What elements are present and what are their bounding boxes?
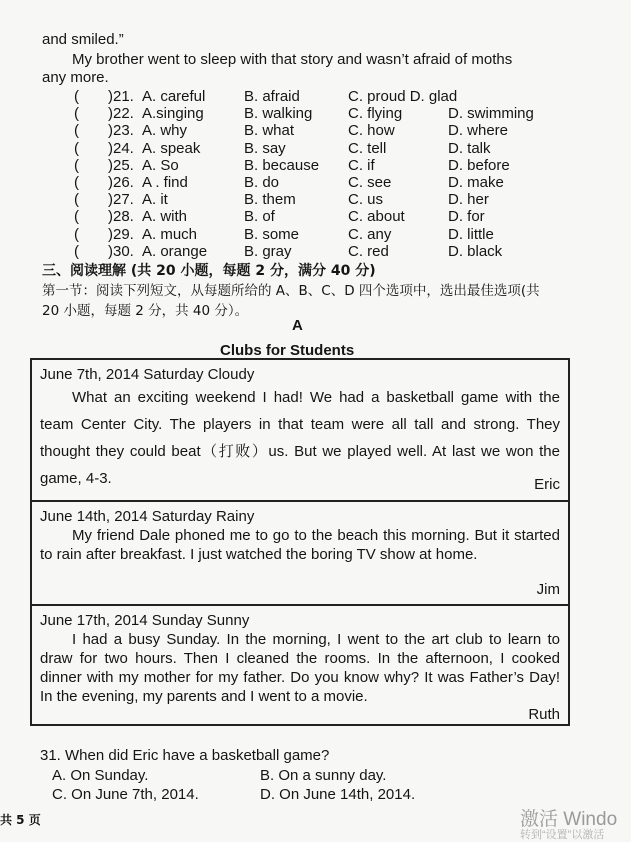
option-d: D. for — [448, 208, 485, 226]
question-number: )22. — [108, 105, 134, 123]
option-a: A. So — [142, 156, 179, 174]
option-c: C. if — [348, 156, 375, 174]
story-line-3: any more. — [42, 69, 109, 86]
question-31-option-d: D. On June 14th, 2014. — [260, 786, 416, 803]
section-instruction-line-2: 20 小题，每题 2 分，共 40 分）。 — [42, 303, 249, 319]
entry-date: June 17th, 2014 Sunday Sunny — [40, 612, 250, 629]
option-d: D. make — [448, 174, 504, 191]
answer-paren: ( — [74, 139, 79, 157]
entry-signature: Eric — [534, 476, 560, 493]
option-d: D. swimming — [448, 105, 534, 123]
option-a: A. much — [142, 225, 198, 243]
question-number: )21. — [108, 88, 134, 105]
option-c: C. us — [348, 191, 384, 209]
passage-letter: A — [292, 317, 303, 334]
answer-paren: ( — [74, 105, 79, 123]
diary-box — [30, 358, 570, 726]
option-a: A. with — [142, 208, 188, 226]
option-a: A. it — [142, 191, 168, 209]
answer-paren: ( — [74, 225, 79, 243]
diary-entry-ruth — [32, 604, 568, 726]
option-c: C. proud D. glad — [348, 88, 458, 105]
entry-body: What an exciting weekend I had! We had a basketball game with the team Center City. The players in that team were all tall and strong. They thought they could beat（打败）us. But we played well. At last we won the game, 4-3. — [40, 389, 560, 487]
option-c: C. how — [348, 122, 395, 140]
question-number: )29. — [108, 225, 134, 243]
option-c: C. red — [348, 242, 389, 260]
question-31-stem: 31. When did Eric have a basketball game? — [40, 747, 330, 764]
option-b: B. some — [244, 225, 300, 243]
question-number: )26. — [108, 174, 134, 191]
entry-body: I had a busy Sunday. In the morning, I went to the art club to learn to draw for two hours. Then I cleaned the rooms. In the afternoon, I cooked dinner with my mother for my father. Do you know why? It was Father’s Day! In the evening, my parents and I went to a movie. — [40, 631, 560, 705]
windows-activation-hint: 转到“设置”以激活 — [520, 829, 605, 841]
option-a: A. why — [142, 122, 188, 140]
answer-paren: ( — [74, 174, 79, 191]
question-31-option-a: A. On Sunday. — [52, 767, 149, 784]
option-b: B. because — [244, 156, 320, 174]
option-d: D. before — [448, 156, 510, 174]
answer-paren: ( — [74, 156, 79, 174]
question-31-option-c: C. On June 7th, 2014. — [52, 786, 199, 803]
story-line-2: My brother went to sleep with that story and wasn’t afraid of moths — [72, 51, 513, 68]
section-heading: 三、阅读理解 (共 20 小题，每题 2 分，满分 40 分) — [42, 263, 376, 279]
page-number: 共 5 页 — [0, 813, 41, 827]
entry-signature: Jim — [536, 581, 560, 598]
answer-paren: ( — [74, 208, 79, 226]
option-b: B. gray — [244, 242, 292, 260]
question-number: )24. — [108, 139, 134, 157]
option-d: D. where — [448, 122, 509, 140]
question-number: )30. — [108, 242, 134, 260]
entry-date: June 7th, 2014 Saturday Cloudy — [40, 366, 255, 383]
option-b: B. what — [244, 122, 295, 140]
windows-activation-watermark: 激活 Windo — [520, 809, 618, 830]
option-c: C. tell — [348, 139, 387, 157]
answer-paren: ( — [74, 191, 79, 209]
option-b: B. say — [244, 139, 286, 157]
story-line-1: and smiled.” — [42, 31, 124, 48]
diary-entry-eric — [32, 360, 568, 500]
question-31-option-b: B. On a sunny day. — [260, 767, 387, 784]
question-number: )28. — [108, 208, 134, 226]
entry-signature: Ruth — [528, 706, 560, 723]
option-b: B. of — [244, 208, 275, 226]
answer-paren: ( — [74, 88, 79, 105]
answer-paren: ( — [74, 242, 79, 260]
option-c: C. flying — [348, 105, 403, 123]
option-c: C. see — [348, 174, 392, 191]
section-instruction-line-1: 第一节：阅读下列短文，从每题所给的 A、B、C、D 四个选项中，选出最佳选项(共 — [42, 283, 540, 299]
option-d: D. her — [448, 191, 489, 209]
question-number: )23. — [108, 122, 134, 140]
option-c: C. any — [348, 225, 392, 243]
entry-date: June 14th, 2014 Saturday Rainy — [40, 508, 255, 525]
question-number: )27. — [108, 191, 134, 209]
question-number: )25. — [108, 156, 134, 174]
option-d: D. little — [448, 225, 494, 243]
option-a: A . find — [142, 174, 188, 191]
option-d: D. black — [448, 242, 503, 260]
option-b: B. them — [244, 191, 296, 209]
option-a: A. careful — [142, 88, 206, 105]
diary-entry-jim — [32, 500, 568, 606]
option-a: A. speak — [142, 139, 201, 157]
option-c: C. about — [348, 208, 405, 226]
option-b: B. afraid — [244, 88, 300, 105]
option-a: A.singing — [142, 105, 204, 123]
option-b: B. walking — [244, 105, 313, 123]
option-d: D. talk — [448, 139, 491, 157]
option-b: B. do — [244, 174, 280, 191]
entry-body: My friend Dale phoned me to go to the beach this morning. But it started to rain after breakfast. I just watched the boring TV show at home. — [40, 527, 560, 563]
passage-title: Clubs for Students — [220, 342, 355, 359]
answer-paren: ( — [74, 122, 79, 140]
option-a: A. orange — [142, 242, 208, 260]
